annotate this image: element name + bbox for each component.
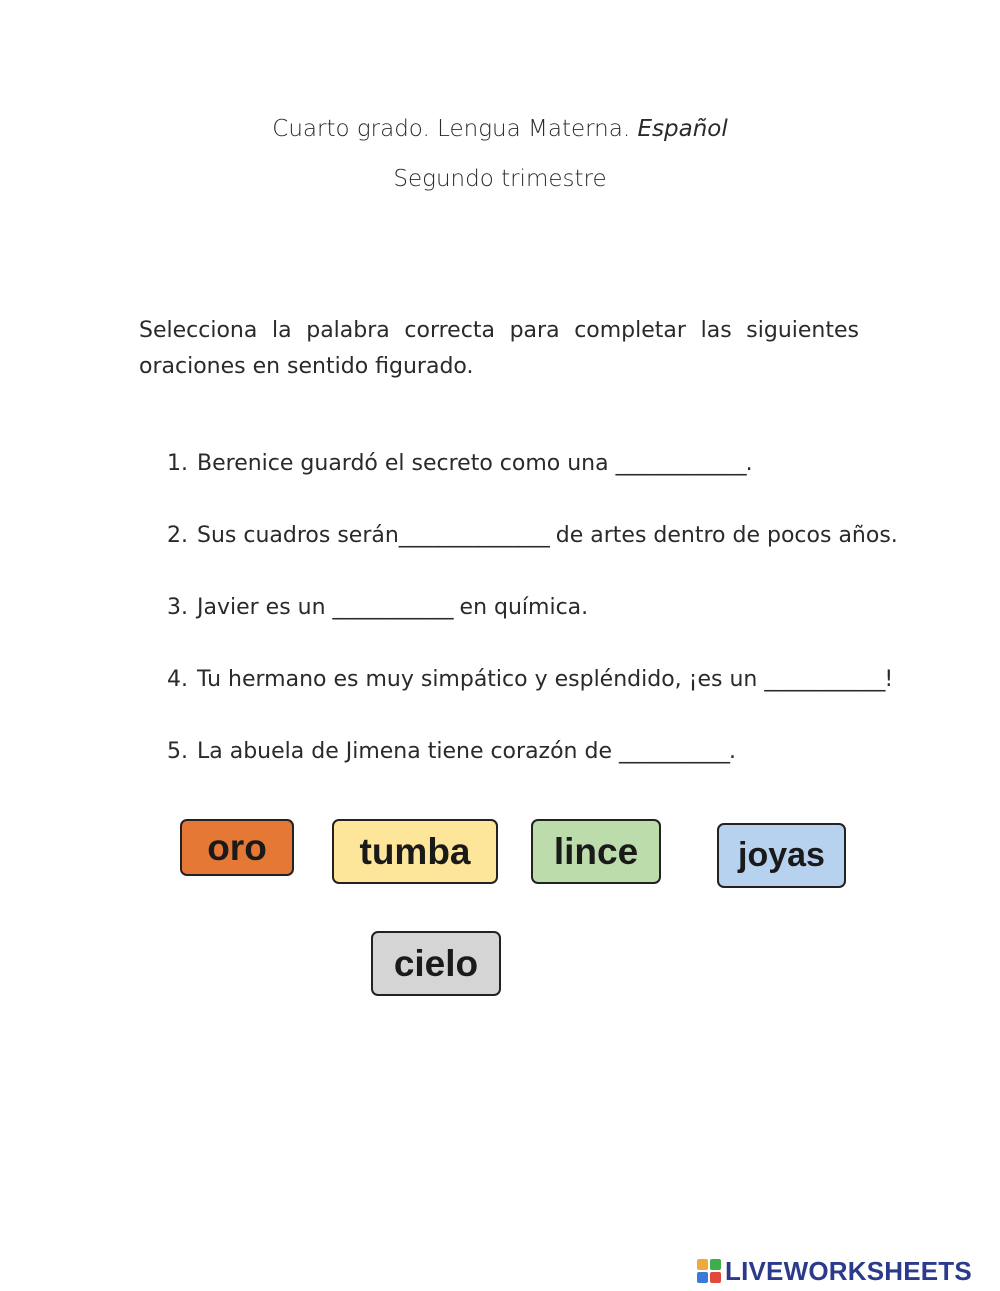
question-text-after: de artes dentro de pocos años. bbox=[548, 523, 898, 548]
question-text-after: . bbox=[729, 739, 736, 764]
word-card-cielo[interactable]: cielo bbox=[371, 931, 501, 996]
instructions-text: Selecciona la palabra correcta para completar las siguientes oraciones en sentido figurado. bbox=[139, 318, 859, 379]
question-text-before: Sus cuadros serán bbox=[197, 523, 399, 548]
question-number: 1. bbox=[167, 451, 188, 476]
answer-blank-5[interactable]: ___________ bbox=[619, 739, 729, 764]
answer-blank-4[interactable]: ____________ bbox=[764, 667, 885, 692]
question-1 bbox=[167, 451, 753, 476]
question-5 bbox=[167, 739, 736, 764]
worksheet-title bbox=[0, 116, 1000, 142]
logo-square-4 bbox=[710, 1272, 721, 1283]
liveworksheets-logo[interactable] bbox=[697, 1256, 972, 1286]
question-text-before: Berenice guardó el secreto como una bbox=[197, 451, 616, 476]
liveworksheets-logo-icon bbox=[697, 1259, 721, 1283]
answer-blank-3[interactable]: ____________ bbox=[332, 595, 453, 620]
question-number: 3. bbox=[167, 595, 188, 620]
question-text-before: La abuela de Jimena tiene corazón de bbox=[197, 739, 619, 764]
word-card-tumba[interactable]: tumba bbox=[332, 819, 498, 884]
question-number: 5. bbox=[167, 739, 188, 764]
logo-square-1 bbox=[697, 1259, 708, 1270]
question-text-after: ! bbox=[884, 667, 894, 692]
logo-square-2 bbox=[710, 1259, 721, 1270]
question-text-after: en química. bbox=[452, 595, 589, 620]
title-main: Cuarto grado. Lengua Materna. bbox=[272, 116, 638, 142]
question-number: 2. bbox=[167, 523, 188, 548]
question-4 bbox=[167, 667, 893, 692]
question-2 bbox=[167, 523, 898, 548]
answer-blank-1[interactable]: _____________ bbox=[615, 451, 746, 476]
question-text-before: Tu hermano es muy simpático y espléndido, ¡es un bbox=[197, 667, 765, 692]
question-number: 4. bbox=[167, 667, 188, 692]
question-3 bbox=[167, 595, 588, 620]
worksheet-subtitle: Segundo trimestre bbox=[393, 166, 607, 192]
logo-square-3 bbox=[697, 1272, 708, 1283]
title-italic: Español bbox=[637, 116, 728, 142]
question-text-before: Javier es un bbox=[197, 595, 333, 620]
word-card-joyas[interactable]: joyas bbox=[717, 823, 846, 888]
answer-blank-2[interactable]: _______________ bbox=[398, 523, 549, 548]
logo-text: LIVEWORKSHEETS bbox=[725, 1255, 972, 1286]
question-text-after: . bbox=[745, 451, 753, 476]
word-card-lince[interactable]: lince bbox=[531, 819, 661, 884]
word-card-oro[interactable]: oro bbox=[180, 819, 294, 876]
